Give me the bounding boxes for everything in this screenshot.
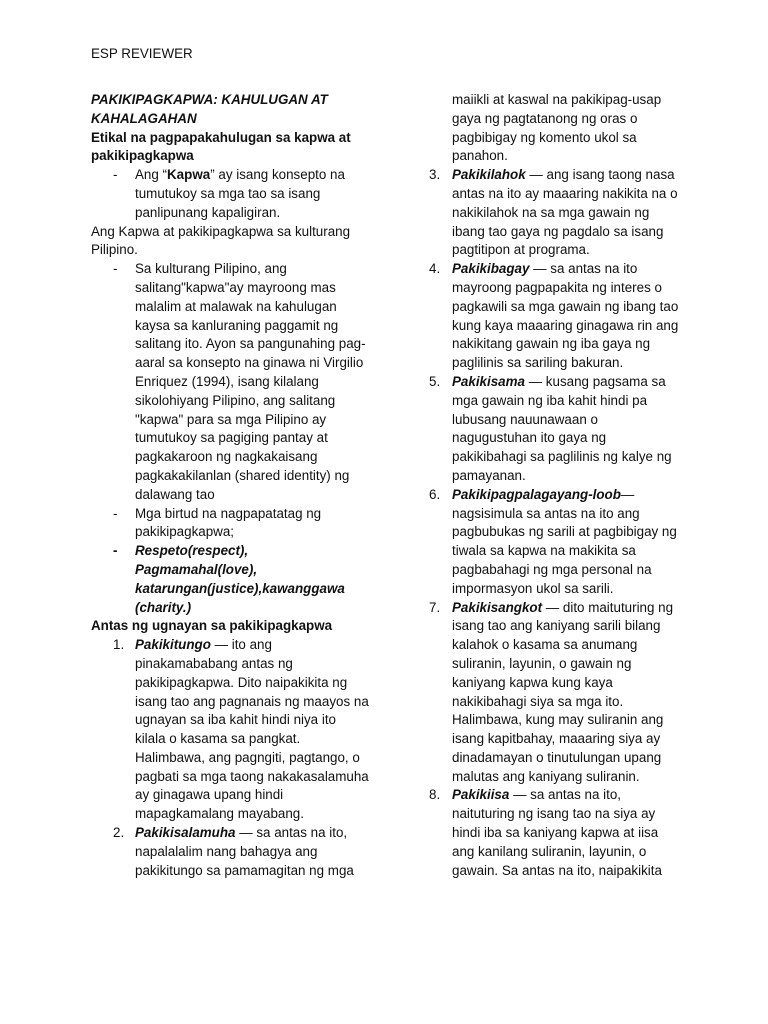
item-text: — dito maituturing ng isang tao ang kaniyang sarili bilang kalahok o kasama sa anumang suliranin, layunin, o gawain ng kaniyang kapwa kung kaya nakikibahagi siya sa mga ito. Halimbawa, kung may suliranin ang isang kapitbahay, maaaring siya ay dinadamayan o tinutulungan upang malutas ang kaniyang suliranin.	[452, 599, 674, 784]
bullet-term: Kapwa	[167, 167, 211, 183]
item-text: — ito ang pinakamababang antas ng pakikipagkapwa. Dito naipakikita ng isang tao ang pagnanais ng maayos na ugnayan sa iba kahit hindi niya ito kilala o kasama sa pangkat. Halimbawa, ang pagngiti, pagtango, o pagbati sa mga taong nakakasalamuha ay ginagawa upang hindi mapagkamalang mayabang.	[135, 637, 369, 822]
list-item	[429, 260, 679, 373]
item-term: Pakikisalamuha	[135, 825, 236, 841]
bullet-marker: -	[113, 261, 118, 277]
section-subheading: Etikal na pagpapakahulugan sa kapwa at pakikipagkapwa	[91, 129, 351, 164]
list-item	[429, 486, 679, 599]
bullet-text: Sa kulturang Pilipino, ang salitang"kapwa"ay mayroong mas malalim at malawak na kahulugan kaysa sa kanluraning paggamit ng salitang ito. Ayon sa pangunahing pag-aaral sa konsepto na ginawa ni Virgilio Enriquez (1994), isang kilalang sikolohiyang Pilipino, ang salitang "kapwa" para sa mga Pilipino ay tumutukoy sa pagiging pantay at pagkakaroon ng nagkakaisang pagkakakilanlan (shared identity) ng dalawang tao	[135, 261, 366, 502]
item-number: 2.	[113, 825, 125, 841]
item-term: Pakikibagay	[452, 261, 530, 277]
left-column	[91, 91, 369, 880]
bullet-text-pre: Ang “	[135, 167, 168, 183]
item-text: — kusang pagsama sa mga gawain ng iba kahit hindi pa lubusang nauunawaan o nagugustuhan ito gaya ng pakikibahagi sa paglilinis ng kalye ng pamayanan.	[452, 373, 672, 483]
bullet-text: Mga birtud na nagpapatatag ng pakikipagkapwa;	[135, 505, 322, 540]
list-item	[429, 373, 679, 486]
item-text: — sa antas na ito, naituturing ng isang tao na siya ay hindi iba sa kaniyang kapwa at iisa ang kanilang suliranin, layunin, o gawain. Sa antas na ito, naipakikita	[452, 787, 662, 878]
list-item	[91, 824, 369, 880]
paragraph: Ang Kapwa at pakikipagkapwa sa kulturang Pilipino.	[91, 223, 351, 258]
item-term: Pakikisama	[452, 373, 525, 389]
list-item	[429, 786, 679, 880]
bullet-marker: -	[113, 505, 118, 521]
item-number: 1.	[113, 637, 125, 653]
item-term: Pakikilahok	[452, 167, 526, 183]
right-column	[429, 91, 679, 880]
bullet-item	[91, 166, 369, 222]
item-number: 7.	[429, 599, 441, 615]
item-term: Pakikitungo	[135, 637, 211, 653]
levels-heading: Antas ng ugnayan sa pakikipagkapwa	[91, 618, 333, 634]
item-term: Pakikiisa	[452, 787, 510, 803]
item-number: 5.	[429, 373, 441, 389]
bullet-marker: -	[113, 167, 118, 183]
bullet-text-post: ” ay isang konsepto na tumutukoy sa mga tao sa isang panlipunang kapaligiran.	[135, 167, 345, 220]
document-header: ESP REVIEWER	[91, 46, 193, 61]
list-item	[429, 166, 679, 260]
item-text: — ang isang taong nasa antas na ito ay maaaring nakikita na o nakikilahok na sa mga gawain ng ibang tao gaya ng pagdalo sa isang pagtitipon at programa.	[452, 167, 678, 258]
item-number: 4.	[429, 261, 441, 277]
item-text: — sa antas na ito mayroong pagpapakita ng interes o pagkawili sa mga gawain ng ibang tao kung kaya maaaring ginagawa rin ang nakikitang gawain ng iba gaya ng paglilinis sa sariling bakuran.	[452, 261, 679, 371]
item-number: 3.	[429, 167, 441, 183]
list-item	[429, 599, 679, 787]
item-text: — nagsisimula sa antas na ito ang pagbubukas ng sarili at pagbibigay ng tiwala sa kapwa na makikita sa pagbabahagi ng mga personal na impormasyon ukol sa sarili.	[452, 486, 677, 596]
item-number: 8.	[429, 787, 441, 803]
bullet-item	[91, 505, 369, 543]
virtues-list: Respeto(respect), Pagmamahal(love), katarungan(justice),kawanggawa (charity.)	[135, 543, 345, 615]
bullet-marker: -	[113, 543, 118, 559]
item-term: Pakikipagpalagayang-loob	[452, 486, 621, 502]
section-heading: PAKIKIPAGKAPWA: KAHULUGAN AT KAHALAGAHAN	[91, 92, 328, 126]
item-term: Pakikisangkot	[452, 599, 543, 615]
list-item	[91, 636, 369, 824]
bullet-item	[91, 260, 369, 504]
item-number: 6.	[429, 486, 441, 502]
item-text: — sa antas na ito, napalalalim nang bahagya ang pakikitungo sa pamamagitan ng mga	[135, 825, 354, 878]
bullet-item	[91, 542, 369, 617]
continuation-text: maiikli at kaswal na pakikipag-usap gaya ng pagtatanong ng oras o pagbibigay ng komento ukol sa panahon.	[452, 92, 662, 164]
